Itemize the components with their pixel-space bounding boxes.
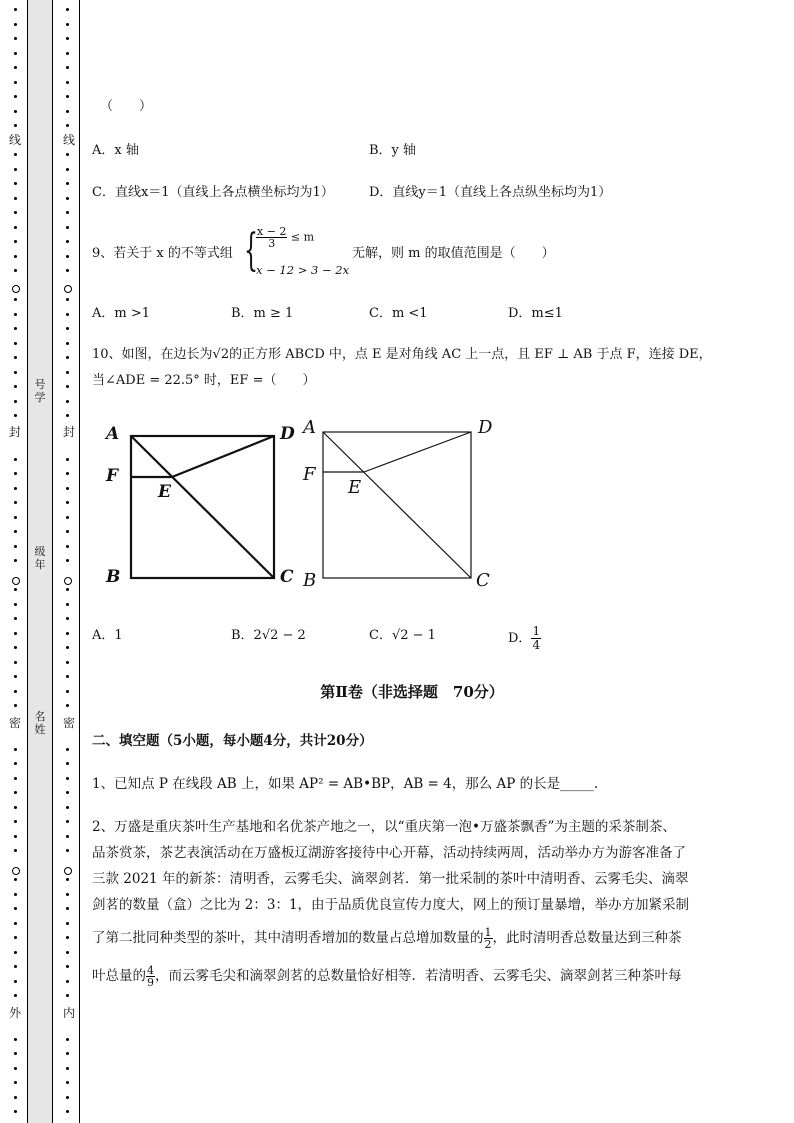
cut-line-dot [14,1081,17,1084]
cut-line-dot [14,820,17,823]
cut-line-dot [14,704,17,707]
cut-line-dot [14,878,17,881]
cut-line-dot [14,849,17,852]
cut-line-dot [14,458,17,461]
cut-line-dot [66,907,69,910]
cut-line-dot [14,791,17,794]
q9-option-a: A．m >1 [92,306,151,321]
cut-char-xian: 线 [8,133,21,147]
binding-hole-circle [12,867,20,875]
cut-line-dot [14,255,17,258]
fig1-segment-ed [172,436,274,477]
q8-option-c: C．直线x＝1（直线上各点横坐标均为1） [92,185,334,200]
cut-line-dot [14,414,17,417]
q9-top-relation: ≤ m [290,230,315,244]
cut-line-dot [66,458,69,461]
q10-option-d [508,625,541,652]
cut-line-dot [66,52,69,55]
cut-line-dot [14,168,17,171]
cut-line-dot [66,356,69,359]
cut-line-dot [14,777,17,780]
cut-line-dot [14,516,17,519]
q9-top-numerator: x − 2 [257,225,287,238]
cut-line-dot [14,806,17,809]
q8-option-a: A．x 轴 [92,143,139,158]
cut-line-dot [14,632,17,635]
cut-line-dot [66,371,69,374]
fig1-label-f: F [106,466,119,486]
cut-line-dot [14,95,17,98]
cut-line-dot [66,124,69,127]
inner-char-mi: 密 [62,716,75,730]
q10-stem-line2: 当∠ADE = 22.5° 时，EF =（ ） [92,373,316,388]
cut-line-dot [66,298,69,301]
cut-line-dot [66,675,69,678]
cut-line-dot [66,777,69,780]
left-dotted-cut-line [8,0,22,1123]
cut-line-dot [14,400,17,403]
cut-line-dot [14,907,17,910]
cut-line-dot [66,1067,69,1070]
fig2-label-a: A [303,417,316,438]
cut-char-feng: 封 [8,425,21,439]
fill-q2-line3: 三款 2021 年的新茶：清明香，云雾毛尖、滴翠剑茗．第一批采制的茶叶中清明香、云雾毛尖、滴翠 [92,871,689,887]
cut-line-dot [66,1081,69,1084]
cut-line-dot [14,153,17,156]
cut-line-dot [14,472,17,475]
fill-q2-line6-post: ，而云雾毛尖和滴翠剑茗的总数量恰好相等．若清明香、云雾毛尖、滴翠剑茗三种茶叶每 [155,968,682,984]
cut-line-dot [66,153,69,156]
q10-option-c: C．√2 − 1 [369,628,436,643]
fig2-label-e: E [348,477,362,498]
cut-line-dot [66,661,69,664]
cut-line-dot [66,1038,69,1041]
cut-line-dot [66,197,69,200]
cut-line-dot [66,487,69,490]
q9-system-brace: { [244,225,258,276]
cut-line-dot [66,313,69,316]
cut-line-dot [66,646,69,649]
q9-top-denominator: 3 [268,237,276,250]
cut-line-dot [14,1067,17,1070]
cut-line-dot [66,66,69,69]
cut-line-dot [14,23,17,26]
cut-line-dot [66,110,69,113]
fig2-lines [323,432,471,578]
fill-q2-half-denominator: 2 [484,938,492,951]
fill-q2-half-numerator: 1 [484,926,492,939]
fill-q2-ninth-numerator: 4 [147,964,154,977]
fill-q2-line5-pre: 了第二批同种类型的茶叶，其中清明香增加的数量占总增加数量的 [92,930,484,946]
inner-char-xian: 线 [62,133,75,147]
cut-line-dot [66,1052,69,1055]
cut-line-dot [14,211,17,214]
cut-line-dot [66,182,69,185]
cut-line-dot [66,791,69,794]
inner-dotted-line [58,0,80,1123]
q10-option-b: B．2√2 − 2 [231,628,306,643]
cut-line-dot [14,327,17,330]
cut-line-dot [66,8,69,11]
cut-line-dot [66,893,69,896]
cut-line-dot [66,269,69,272]
fill-q2-line5 [92,924,682,952]
cut-line-dot [66,835,69,838]
cut-line-dot [14,530,17,533]
cut-line-dot [66,95,69,98]
cut-line-dot [66,1096,69,1099]
fill-in-heading: 二、填空题（5小题，每小题4分，共计20分） [92,733,373,749]
cut-line-dot [14,661,17,664]
cut-line-dot [66,1110,69,1113]
cut-line-dot [66,168,69,171]
cut-line-dot [66,545,69,548]
cut-line-dot [66,37,69,40]
q8-option-b: B．y 轴 [369,143,417,158]
q9-top-fraction [256,226,287,249]
cut-line-dot [66,806,69,809]
binding-hole-circle [64,867,72,875]
cut-line-dot [66,559,69,562]
q9-option-c: C．m <1 [369,306,428,321]
q9-system-bottom: x − 12 > 3 − 2x [256,263,350,277]
cut-line-dot [66,588,69,591]
cut-line-dot [14,197,17,200]
grade-label: 级年 [34,545,46,571]
q9-tail: 无解，则 m 的取值范围是（ ） [352,246,555,261]
fig1-label-b: B [106,567,121,587]
q10-figure-1 [100,415,305,590]
cut-line-dot [66,820,69,823]
cut-line-dot [14,110,17,113]
cut-line-dot [14,52,17,55]
binding-hole-circle [64,577,72,585]
fill-q2-line2: 品茶赏茶，茶艺表演活动在万盛板辽湖游客接待中心开幕，活动持续两周，活动举办方为游客准备了 [92,845,686,861]
binding-hole-circle [64,285,72,293]
cut-line-dot [66,342,69,345]
cut-line-dot [66,936,69,939]
cut-line-dot [14,646,17,649]
cut-line-dot [66,211,69,214]
cut-line-dot [14,298,17,301]
cut-line-dot [14,1110,17,1113]
cut-line-dot [14,501,17,504]
cut-line-dot [66,327,69,330]
cut-line-dot [14,1096,17,1099]
cut-line-dot [14,66,17,69]
cut-line-dot [66,530,69,533]
fig2-label-c: C [476,570,490,591]
cut-line-dot [14,951,17,954]
fig2-segment-ed [364,432,471,472]
q10-option-d-prefix: D． [508,631,532,646]
cut-line-dot [14,617,17,620]
cut-line-dot [14,965,17,968]
fig1-label-e: E [158,482,171,502]
cut-line-dot [14,313,17,316]
cut-line-dot [66,617,69,620]
cut-line-dot [14,81,17,84]
cut-line-dot [14,8,17,11]
cut-line-dot [66,704,69,707]
q10-stem-line1: 10、如图，在边长为√2的正方形 ABCD 中，点 E 是对角线 AC 上一点，且 EF ⊥ AB 于点 F，连接 DE， [92,347,712,362]
cut-line-dot [66,240,69,243]
cut-line-dot [66,516,69,519]
cut-line-dot [66,23,69,26]
q9-option-d: D．m≤1 [508,306,563,321]
cut-line-dot [66,385,69,388]
name-label: 名姓 [34,710,46,736]
q9-system-top [256,226,314,249]
cut-line-dot [66,748,69,751]
cut-line-dot [14,559,17,562]
cut-line-dot [66,878,69,881]
fill-q2-line1: 2、万盛是重庆茶叶生产基地和名优茶产地之一，以“重庆第一泡•万盛茶飘香”为主题的采茶制茶、 [92,819,676,835]
q10-option-a: A．1 [92,628,123,643]
fill-q2-ninth-denominator: 9 [147,976,154,989]
cut-line-dot [66,994,69,997]
q9-option-b: B．m ≥ 1 [231,306,294,321]
cut-line-dot [14,182,17,185]
cut-line-dot [14,356,17,359]
cut-line-dot [14,1038,17,1041]
cut-char-mi: 密 [8,716,21,730]
fig1-diagonal-ac [131,436,274,578]
cut-line-dot [66,922,69,925]
binding-hole-circle [12,577,20,585]
cut-line-dot [14,980,17,983]
cut-line-dot [66,226,69,229]
cut-line-dot [14,37,17,40]
cut-line-dot [14,922,17,925]
cut-line-dot [14,675,17,678]
cut-line-dot [14,762,17,765]
fill-q2-line6-pre: 叶总量的 [92,968,146,984]
inner-char-feng: 封 [62,425,75,439]
inner-char-nei: 内 [62,1006,75,1020]
cut-line-dot [14,748,17,751]
q10-option-d-denominator: 4 [532,638,541,652]
fig2-label-d: D [478,417,493,438]
q10-figure-2 [298,412,508,592]
cut-line-dot [14,835,17,838]
cut-line-dot [14,385,17,388]
cut-line-dot [14,124,17,127]
cut-line-dot [66,965,69,968]
cut-line-dot [66,472,69,475]
cut-line-dot [66,762,69,765]
fill-q2-line4: 剑茗的数量（盒）之比为 2：3：1，由于品质优良宣传力度大，网上的预订量暴增，举办方加紧采制 [92,897,690,913]
cut-line-dot [14,603,17,606]
cut-line-dot [66,951,69,954]
cut-line-dot [66,603,69,606]
cut-line-dot [14,893,17,896]
fig2-label-f: F [303,464,316,485]
cut-line-dot [14,487,17,490]
cut-line-dot [66,414,69,417]
fig1-label-d: D [280,424,295,444]
cut-line-dot [66,980,69,983]
cut-line-dot [14,269,17,272]
student-number-label: 号学 [34,378,46,404]
fig2-label-b: B [303,570,317,591]
cut-line-dot [14,240,17,243]
q8-option-d: D．直线y＝1（直线上各点纵坐标均为1） [369,185,612,200]
cut-line-dot [14,936,17,939]
cut-line-dot [14,545,17,548]
fig1-label-c: C [280,567,294,587]
q10-option-d-numerator: 1 [532,624,541,638]
cut-line-dot [66,501,69,504]
cut-line-dot [14,994,17,997]
fill-q2-line6 [92,962,682,990]
cut-line-dot [14,371,17,374]
fig1-lines [131,436,274,578]
cut-line-dot [14,1052,17,1055]
q8-answer-paren: （ ） [100,99,153,114]
binding-hole-circle [12,285,20,293]
cut-line-dot [66,632,69,635]
cut-line-dot [66,400,69,403]
cut-line-dot [66,81,69,84]
cut-line-dot [14,342,17,345]
cut-line-dot [14,588,17,591]
cut-char-wai: 外 [8,1006,21,1020]
q9-stem: 9、若关于 x 的不等式组 [92,246,233,261]
fig2-diagonal-ac [323,432,471,578]
fig1-label-a: A [106,424,120,444]
fill-q1: 1、已知点 P 在线段 AB 上，如果 AP² = AB•BP，AB = 4，那么 AP 的长是_____. [92,776,599,792]
fill-q2-line5-post: ，此时清明香总数量达到三种茶 [492,930,682,946]
cut-line-dot [66,255,69,258]
cut-line-dot [14,226,17,229]
cut-line-dot [66,849,69,852]
section-2-title: 第Ⅱ卷（非选择题 70分） [320,683,504,701]
